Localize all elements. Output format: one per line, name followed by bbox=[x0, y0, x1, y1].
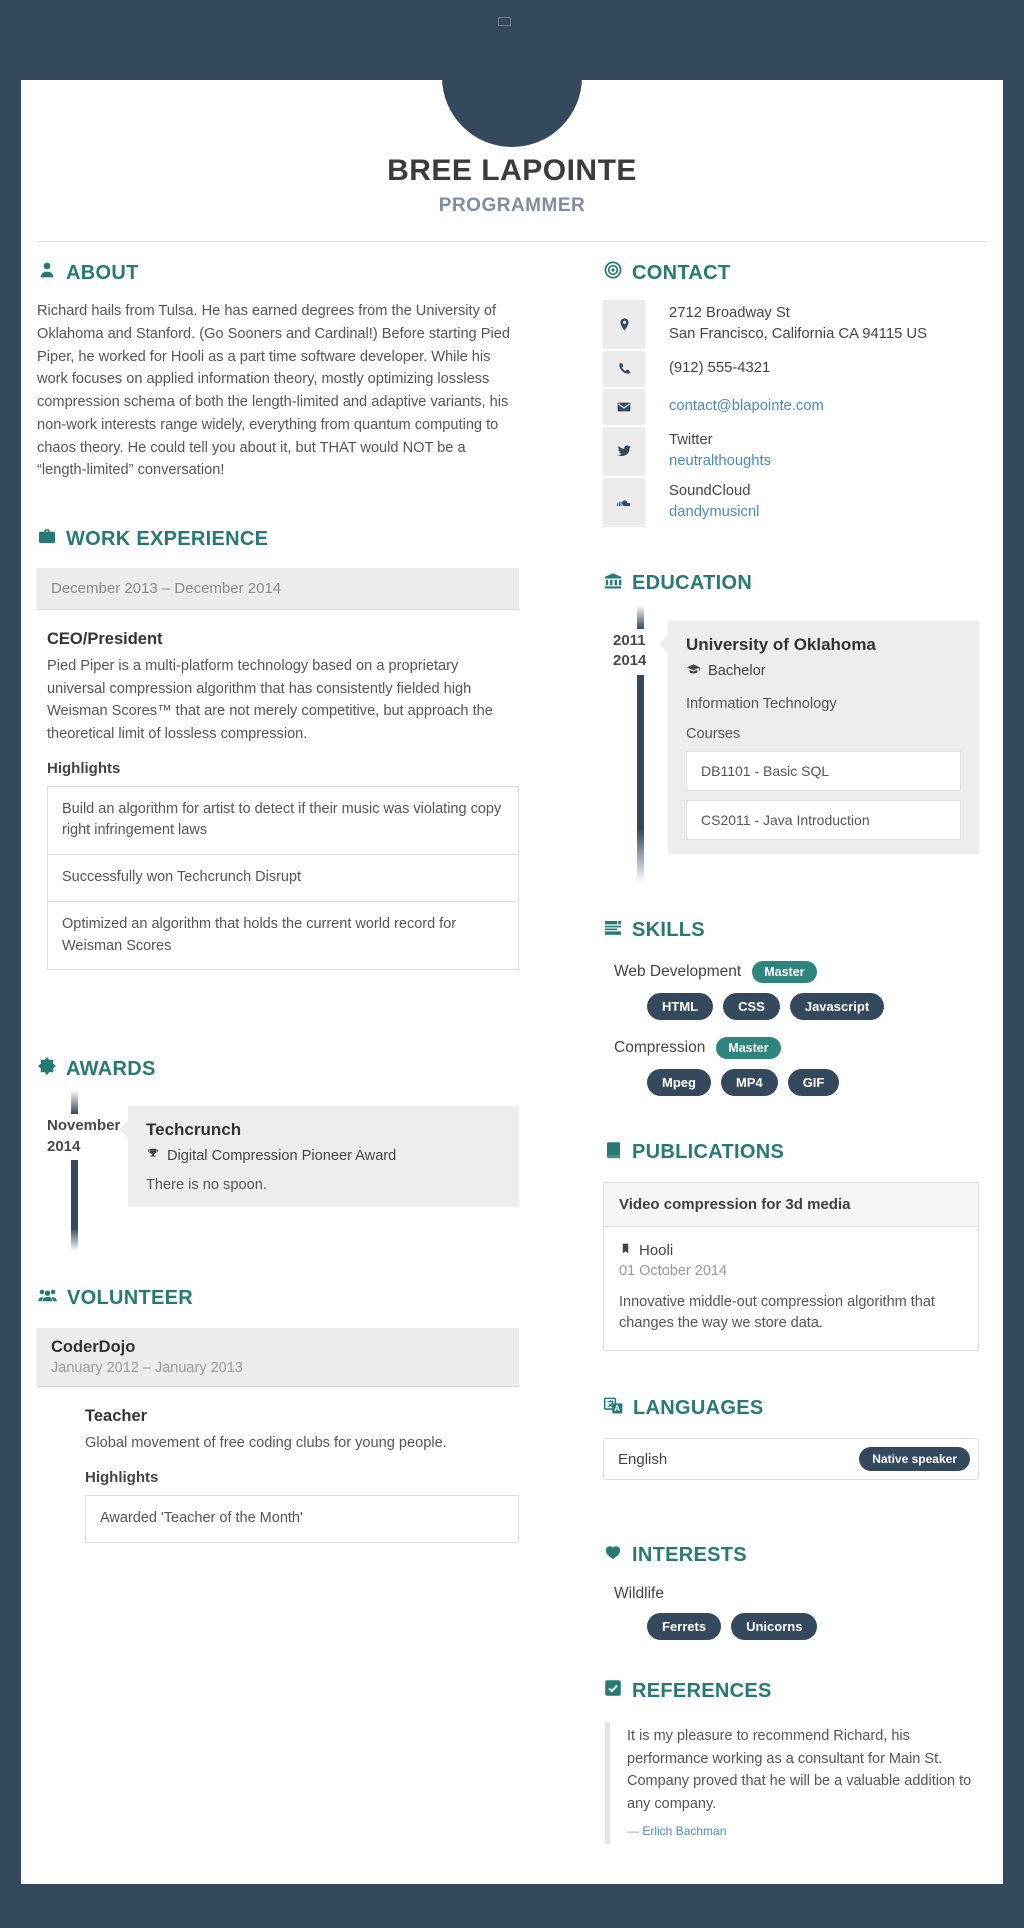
section-title-publications: PUBLICATIONS bbox=[632, 1141, 785, 1164]
page-title: BREE LAPOINTE bbox=[387, 154, 637, 187]
keyword-pill: HTML bbox=[647, 993, 713, 1020]
keyword-pill: Unicorns bbox=[731, 1613, 817, 1640]
language-name: English bbox=[618, 1450, 668, 1468]
education-degree: Bachelor bbox=[708, 663, 766, 680]
publication-publisher: Hooli bbox=[639, 1241, 674, 1259]
reference-text: It is my pleasure to recommend Richard, his performance working as a consultant for Main St. Company proved that he will be a valuable addition to any company. bbox=[627, 1728, 972, 1812]
trophy-icon bbox=[146, 1147, 160, 1165]
award-name: Digital Compression Pioneer Award bbox=[167, 1148, 397, 1165]
interest-name: Wildlife bbox=[614, 1585, 664, 1603]
timeline-stub bbox=[71, 1090, 78, 1114]
soundcloud-icon bbox=[603, 478, 645, 527]
keyword-pill: CSS bbox=[723, 993, 780, 1020]
svg-text:A: A bbox=[614, 1404, 621, 1414]
award-title: Techcrunch bbox=[146, 1120, 242, 1140]
card-notch bbox=[119, 1120, 128, 1138]
broken-image-icon bbox=[498, 17, 511, 26]
skill-name: Compression bbox=[614, 1038, 706, 1056]
award-date: November 2014 bbox=[47, 1117, 121, 1155]
list-item: Awarded 'Teacher of the Month' bbox=[100, 1509, 303, 1526]
section-publications bbox=[603, 1140, 979, 1352]
resume-sheet bbox=[21, 80, 1003, 1884]
section-title-about: ABOUT bbox=[66, 261, 139, 284]
section-title-volunteer: VOLUNTEER bbox=[67, 1287, 194, 1310]
contact-row-address bbox=[603, 300, 979, 349]
section-contact bbox=[603, 260, 979, 527]
bookmark-icon bbox=[619, 1242, 632, 1259]
section-title-education: EDUCATION bbox=[632, 572, 753, 595]
briefcase-icon bbox=[37, 526, 57, 552]
volunteer-position: Teacher bbox=[85, 1407, 148, 1426]
twitter-label: Twitter bbox=[669, 431, 713, 448]
education-dates: 2011 2014 bbox=[613, 631, 647, 669]
book-icon bbox=[603, 1140, 623, 1166]
skill-name: Web Development bbox=[614, 962, 742, 980]
soundcloud-handle-link[interactable]: dandymusicnl bbox=[669, 504, 760, 521]
work-highlights-label: Highlights bbox=[47, 759, 121, 777]
envelope-icon bbox=[603, 389, 645, 425]
skill-name-row bbox=[603, 961, 979, 983]
section-work bbox=[37, 526, 519, 970]
volunteer-summary: Global movement of free coding clubs for young people. bbox=[85, 1435, 447, 1452]
volunteer-date-range: January 2012 – January 2013 bbox=[51, 1360, 243, 1377]
keyword-pill: GIF bbox=[788, 1069, 840, 1096]
phone-icon bbox=[603, 351, 645, 387]
reference-attribution bbox=[627, 1822, 979, 1841]
bars-icon bbox=[603, 918, 623, 944]
work-position: CEO/President bbox=[47, 630, 163, 649]
soundcloud-label: SoundCloud bbox=[669, 482, 751, 499]
language-icon bbox=[603, 1395, 624, 1422]
volunteer-highlights-label: Highlights bbox=[85, 1468, 159, 1486]
twitter-handle-link[interactable]: neutralthoughts bbox=[669, 453, 772, 470]
awards-timeline bbox=[37, 1106, 519, 1207]
work-summary: Pied Piper is a multi-platform technology based on a proprietary universal compression algorithm that has consistently fielded high Weisman Scores™ that are not merely competitive, but approach the theoretical limit of lossless compression. bbox=[47, 658, 493, 742]
section-title-work: WORK EXPERIENCE bbox=[66, 527, 269, 550]
section-about bbox=[37, 260, 519, 482]
card-notch bbox=[659, 635, 668, 653]
address-line1: 2712 Broadway St bbox=[669, 305, 790, 321]
education-timeline bbox=[603, 621, 979, 854]
email-link[interactable]: contact@blapointe.com bbox=[669, 398, 824, 415]
course-item: DB1101 - Basic SQL bbox=[686, 751, 961, 791]
user-icon bbox=[37, 260, 57, 286]
section-title-languages: LANGUAGES bbox=[633, 1397, 764, 1420]
language-row bbox=[603, 1438, 979, 1480]
section-title-interests: INTERESTS bbox=[632, 1543, 747, 1566]
contact-row-email bbox=[603, 389, 979, 425]
volunteer-organization: CoderDojo bbox=[51, 1338, 136, 1357]
keyword-pill: MP4 bbox=[721, 1069, 778, 1096]
skill-level-badge: Master bbox=[752, 961, 816, 983]
university-icon bbox=[603, 571, 623, 597]
about-text: Richard hails from Tulsa. He has earned degrees from the University of Oklahoma and Stanford. (Go Sooners and Cardinal!) Before starting Pied Piper, he worked for Hooli as a part time software developer. While his work focuses on applied information theory, mostly optimizing lossless compression schema of both the length-limited and adaptive variants, his non-work interests range widely, everything from quantum computing to chaos theory. He could tell you about it, but THAT would NOT be a “length-limited” conversation! bbox=[37, 303, 510, 479]
publication-date: 01 October 2014 bbox=[619, 1262, 728, 1279]
language-fluency-badge: Native speaker bbox=[859, 1447, 970, 1471]
right-column bbox=[603, 242, 979, 1844]
list-item: Optimized an algorithm that holds the current world record for Weisman Scores bbox=[48, 901, 518, 970]
keyword-pill: Javascript bbox=[790, 993, 884, 1020]
section-languages bbox=[603, 1395, 979, 1480]
list-item: Successfully won Techcrunch Disrupt bbox=[48, 854, 518, 901]
seal-icon bbox=[37, 1056, 57, 1082]
contact-list bbox=[603, 300, 979, 527]
section-title-contact: CONTACT bbox=[632, 261, 731, 284]
award-summary: There is no spoon. bbox=[146, 1177, 267, 1194]
address-line2: San Francisco, California CA 94115 US bbox=[669, 326, 927, 343]
list-item: Build an algorithm for artist to detect if their music was violating copy right infringement laws bbox=[62, 800, 502, 839]
map-marker-icon bbox=[603, 300, 645, 349]
education-card bbox=[668, 621, 979, 854]
skill-name-row bbox=[603, 1037, 979, 1059]
graduation-cap-icon bbox=[686, 662, 701, 681]
work-highlights-list bbox=[47, 786, 519, 971]
award-card bbox=[128, 1106, 519, 1207]
users-icon bbox=[37, 1285, 58, 1312]
section-title-awards: AWARDS bbox=[66, 1057, 156, 1080]
contact-row-soundcloud bbox=[603, 478, 979, 527]
contact-row-phone bbox=[603, 351, 979, 387]
section-interests bbox=[603, 1542, 979, 1640]
phone-number: (912) 555-4321 bbox=[669, 360, 771, 377]
timeline-stub bbox=[637, 605, 644, 629]
volunteer-highlights-list bbox=[85, 1495, 519, 1543]
publication-summary: Innovative middle-out compression algorithm that changes the way we store data. bbox=[619, 1293, 935, 1332]
courses-label: Courses bbox=[686, 725, 741, 742]
job-title: PROGRAMMER bbox=[438, 195, 586, 216]
attribution-dash: — bbox=[627, 1824, 639, 1839]
reference-name-link[interactable]: Erlich Bachman bbox=[642, 1824, 727, 1839]
volunteer-org-box bbox=[37, 1328, 519, 1387]
reference-quote bbox=[605, 1722, 979, 1843]
keyword-pill: Mpeg bbox=[647, 1069, 711, 1096]
skill-keywords bbox=[603, 993, 979, 1020]
twitter-icon bbox=[603, 427, 645, 476]
contact-row-twitter bbox=[603, 427, 979, 476]
check-square-icon bbox=[603, 1678, 623, 1704]
interest-name-row bbox=[603, 1585, 979, 1603]
section-skills bbox=[603, 918, 979, 1096]
publication-card bbox=[603, 1182, 979, 1352]
section-volunteer bbox=[37, 1285, 519, 1542]
timeline-bar bbox=[71, 1160, 78, 1251]
skill-keywords bbox=[603, 1069, 979, 1096]
publication-title: Video compression for 3d media bbox=[604, 1183, 978, 1227]
work-date-range: December 2013 – December 2014 bbox=[37, 568, 519, 610]
skill-level-badge: Master bbox=[716, 1037, 780, 1059]
education-institution: University of Oklahoma bbox=[686, 634, 876, 654]
avatar bbox=[442, 7, 582, 147]
section-awards bbox=[37, 1056, 519, 1207]
bullseye-icon bbox=[603, 260, 623, 286]
course-item: CS2011 - Java Introduction bbox=[686, 800, 961, 840]
timeline-bar bbox=[637, 675, 644, 882]
heart-icon bbox=[603, 1542, 623, 1568]
left-column bbox=[37, 242, 519, 1543]
section-education bbox=[603, 571, 979, 854]
section-references bbox=[603, 1678, 979, 1843]
section-title-skills: SKILLS bbox=[632, 919, 705, 942]
section-title-references: REFERENCES bbox=[632, 1679, 772, 1702]
interest-keywords bbox=[603, 1613, 979, 1640]
education-area: Information Technology bbox=[686, 695, 837, 712]
keyword-pill: Ferrets bbox=[647, 1613, 721, 1640]
